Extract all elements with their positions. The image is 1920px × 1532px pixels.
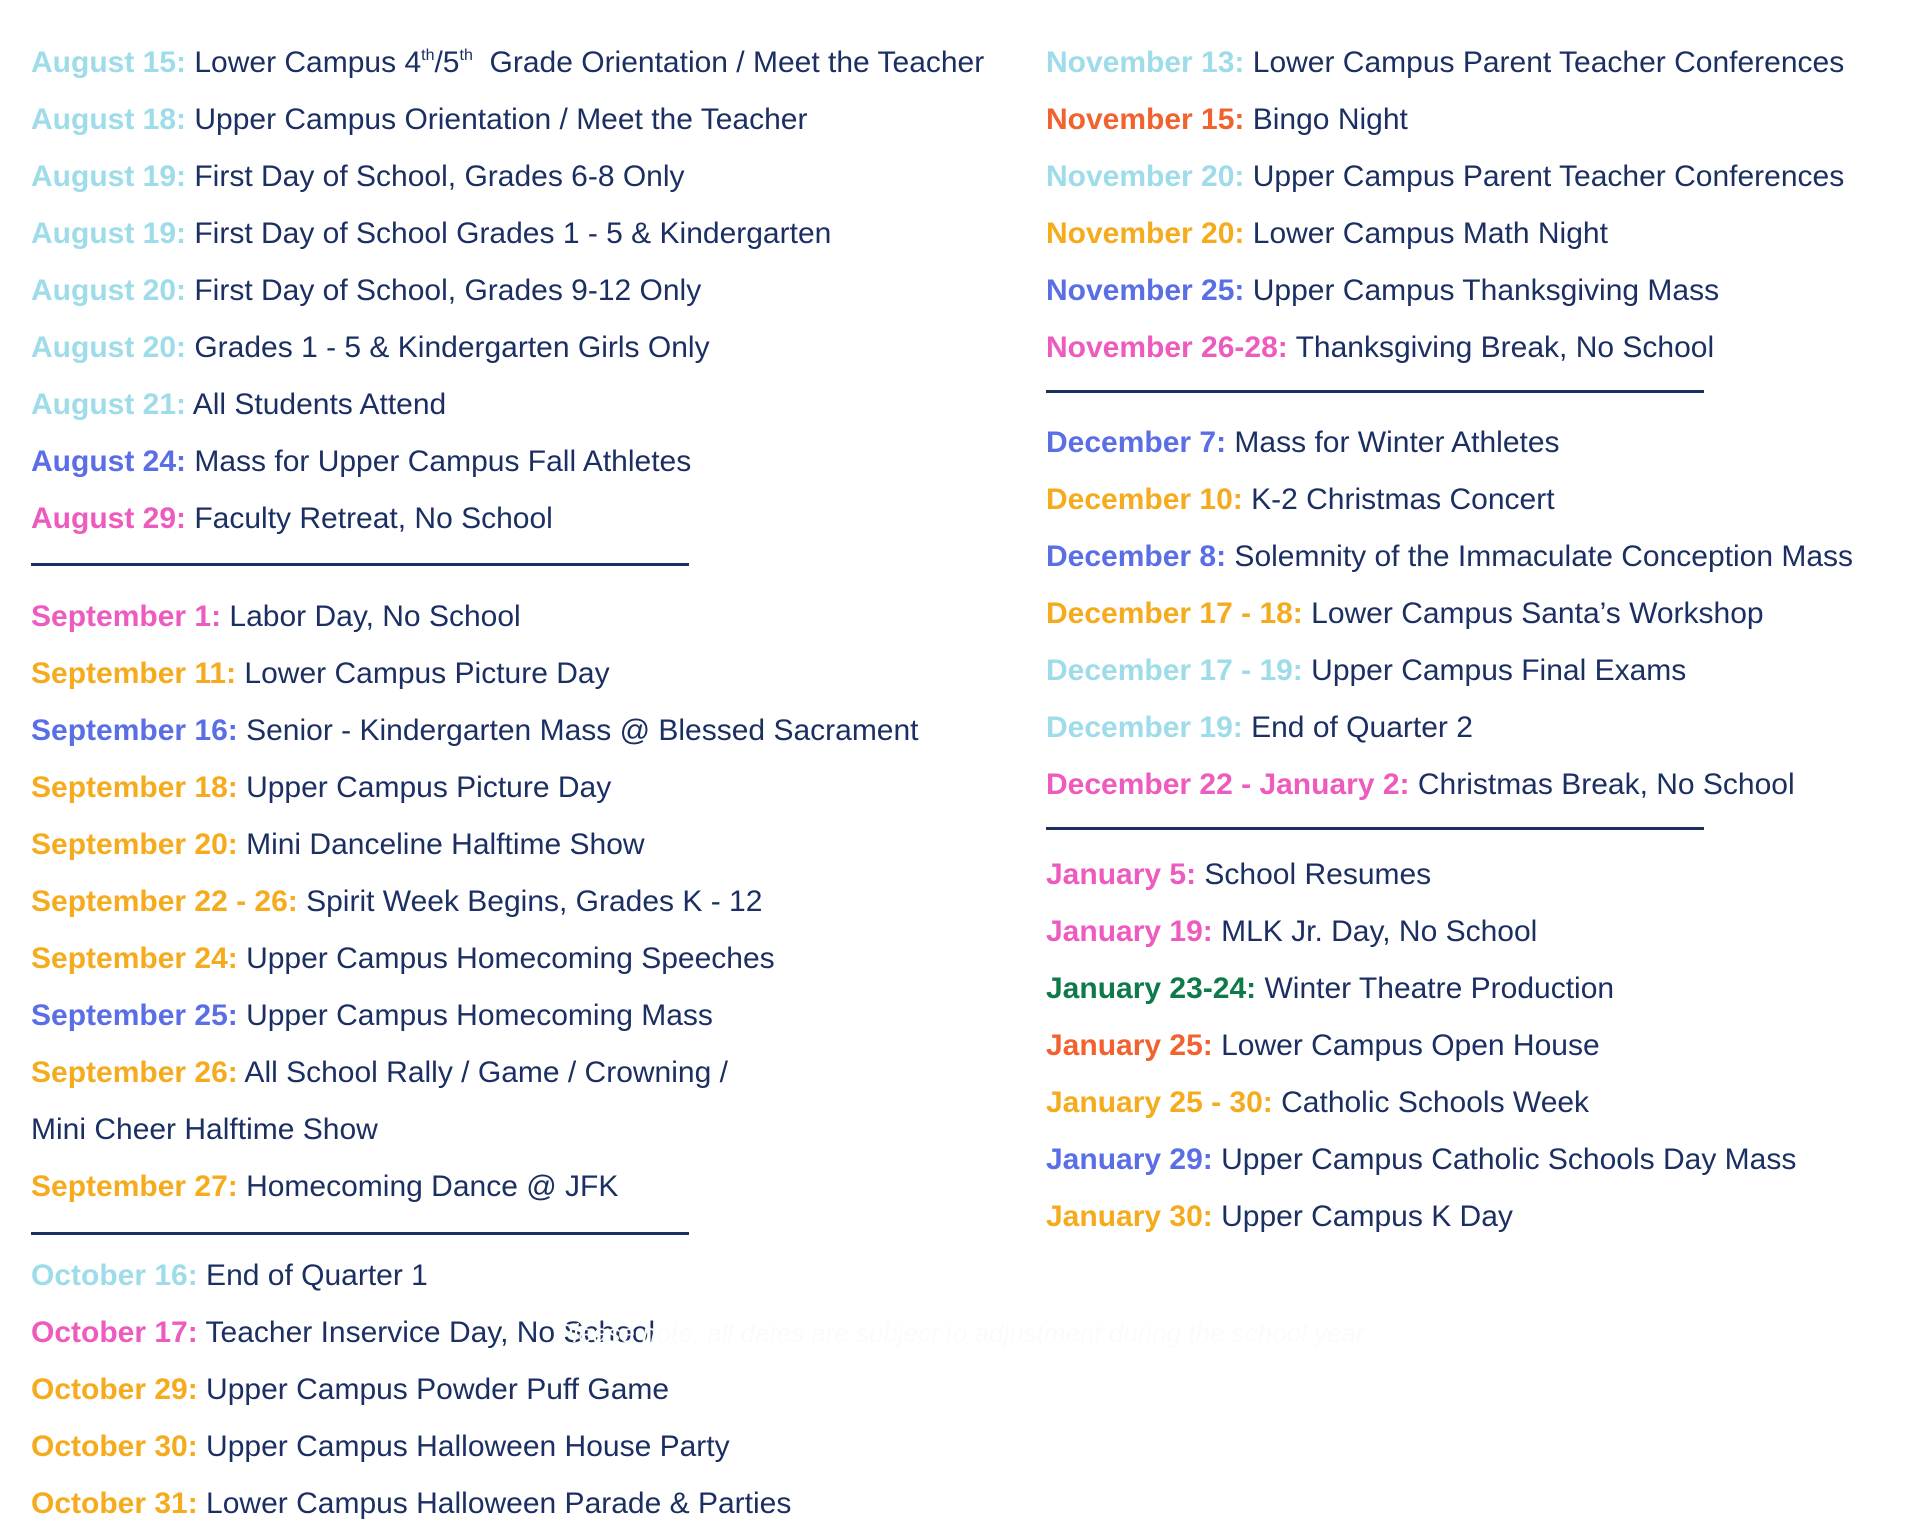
- event-item: [1046, 846, 1906, 903]
- event-date: January 25:: [1046, 1029, 1213, 1062]
- event-date: October 17:: [31, 1316, 198, 1349]
- event-item: [1046, 699, 1906, 756]
- event-item: [1046, 1188, 1906, 1245]
- event-item: [1046, 34, 1906, 91]
- event-item: [31, 588, 1021, 645]
- event-text: Upper Campus Parent Teacher Conferences: [1244, 160, 1845, 193]
- event-date: October 16:: [31, 1259, 198, 1292]
- event-date: August 24:: [31, 445, 187, 478]
- event-text: Faculty Retreat, No School: [186, 502, 553, 535]
- event-item: [31, 759, 1021, 816]
- event-date: September 1:: [31, 600, 222, 633]
- event-item: [1046, 756, 1906, 813]
- event-text: Lower Campus 4: [186, 46, 422, 79]
- event-text: Homecoming Dance @ JFK: [237, 1170, 619, 1203]
- event-date: November 20:: [1046, 160, 1245, 193]
- event-item: [1046, 1017, 1906, 1074]
- event-item: [31, 930, 1021, 987]
- event-text: Upper Campus Powder Puff Game: [197, 1373, 670, 1406]
- event-item: [1046, 205, 1906, 262]
- event-text: Grades 1 - 5 & Kindergarten Girls Only: [186, 331, 710, 364]
- event-date: January 30:: [1046, 1200, 1213, 1233]
- section-divider: [1046, 827, 1704, 830]
- event-text: Upper Campus Catholic Schools Day Mass: [1212, 1143, 1797, 1176]
- event-item: [31, 490, 1021, 547]
- event-date: January 19:: [1046, 915, 1213, 948]
- event-item: [31, 148, 1021, 205]
- event-date: September 20:: [31, 828, 238, 861]
- event-date: September 18:: [31, 771, 238, 804]
- event-text: Upper Campus Homecoming Mass: [237, 999, 713, 1032]
- event-item: [31, 319, 1021, 376]
- event-text: MLK Jr. Day, No School: [1212, 915, 1538, 948]
- event-text: Lower Campus Santa’s Workshop: [1302, 597, 1764, 630]
- left-column: [31, 34, 1021, 1532]
- event-text: Mini Cheer Halftime Show: [31, 1113, 378, 1146]
- event-text: Teacher Inservice Day, No School: [197, 1316, 656, 1349]
- event-text: Mass for Winter Athletes: [1226, 426, 1560, 459]
- event-text: Catholic Schools Week: [1272, 1086, 1590, 1119]
- event-item: [1046, 1074, 1906, 1131]
- event-item: [31, 645, 1021, 702]
- event-item: [31, 91, 1021, 148]
- event-text: Bingo Night: [1244, 103, 1408, 136]
- event-text: Mass for Upper Campus Fall Athletes: [186, 445, 692, 478]
- event-text: K-2 Christmas Concert: [1242, 483, 1555, 516]
- event-text: First Day of School, Grades 6-8 Only: [186, 160, 685, 193]
- event-text: Lower Campus Math Night: [1244, 217, 1608, 250]
- section-divider: [31, 563, 689, 566]
- event-item: [1046, 1131, 1906, 1188]
- event-date: December 10:: [1046, 483, 1243, 516]
- event-date: August 21:: [31, 388, 187, 421]
- event-text: Labor Day, No School: [221, 600, 521, 633]
- event-item-continuation: [31, 1101, 1021, 1158]
- event-text: Grade Orientation / Meet the Teacher: [472, 46, 985, 79]
- event-item: [1046, 528, 1906, 585]
- event-text: Upper Campus Orientation / Meet the Teacher: [186, 103, 808, 136]
- event-date: December 17 - 18:: [1046, 597, 1303, 630]
- event-text: All School Rally / Game / Crowning /: [237, 1056, 728, 1089]
- event-date: November 26-28:: [1046, 331, 1288, 364]
- event-item: [31, 376, 1021, 433]
- event-text: Thanksgiving Break, No School: [1287, 331, 1715, 364]
- event-date: August 29:: [31, 502, 187, 535]
- event-item: [31, 205, 1021, 262]
- event-date: October 29:: [31, 1373, 198, 1406]
- event-text: Spirit Week Begins, Grades K - 12: [297, 885, 763, 918]
- event-text: /5: [434, 46, 460, 79]
- event-text: First Day of School Grades 1 - 5 & Kindergarten: [186, 217, 832, 250]
- event-date: November 15:: [1046, 103, 1245, 136]
- event-date: January 25 - 30:: [1046, 1086, 1273, 1119]
- event-text: Lower Campus Picture Day: [236, 657, 610, 690]
- event-item: [31, 34, 1021, 91]
- event-item: [31, 1247, 1021, 1304]
- event-item: [1046, 262, 1906, 319]
- event-text: Mini Danceline Halftime Show: [237, 828, 645, 861]
- event-text: Winter Theatre Production: [1256, 972, 1615, 1005]
- event-text: Upper Campus Thanksgiving Mass: [1244, 274, 1720, 307]
- event-date: September 27:: [31, 1170, 238, 1203]
- event-date: October 30:: [31, 1430, 198, 1463]
- event-text: End of Quarter 2: [1242, 711, 1473, 744]
- event-text: Upper Campus Final Exams: [1302, 654, 1687, 687]
- event-item: [31, 987, 1021, 1044]
- event-date: November 13:: [1046, 46, 1245, 79]
- event-item: [1046, 414, 1906, 471]
- event-item: [31, 816, 1021, 873]
- event-date: December 19:: [1046, 711, 1243, 744]
- event-text: Upper Campus Halloween House Party: [197, 1430, 730, 1463]
- event-date: December 8:: [1046, 540, 1227, 573]
- event-date: December 7:: [1046, 426, 1227, 459]
- event-item: [1046, 148, 1906, 205]
- event-text: Upper Campus Homecoming Speeches: [237, 942, 775, 975]
- event-text: Senior - Kindergarten Mass @ Blessed Sacrament: [237, 714, 919, 747]
- section-divider: [31, 1232, 689, 1235]
- event-text: End of Quarter 1: [197, 1259, 428, 1292]
- section-divider: [1046, 390, 1704, 393]
- right-column: [1046, 34, 1906, 1245]
- event-date: January 29:: [1046, 1143, 1213, 1176]
- event-date: September 22 - 26:: [31, 885, 298, 918]
- event-item: [1046, 585, 1906, 642]
- event-date: December 22 - January 2:: [1046, 768, 1410, 801]
- event-text: All Students Attend: [186, 388, 447, 421]
- event-item: [31, 1044, 1021, 1101]
- event-text: Upper Campus K Day: [1212, 1200, 1513, 1233]
- event-date: October 31:: [31, 1487, 198, 1520]
- event-date: November 25:: [1046, 274, 1245, 307]
- event-date: January 5:: [1046, 858, 1197, 891]
- event-text: Christmas Break, No School: [1409, 768, 1795, 801]
- event-text: Lower Campus Halloween Parade & Parties: [197, 1487, 792, 1520]
- event-item: [31, 873, 1021, 930]
- event-date: December 17 - 19:: [1046, 654, 1303, 687]
- event-date: January 23-24:: [1046, 972, 1257, 1005]
- event-text: Upper Campus Picture Day: [237, 771, 612, 804]
- event-date: September 25:: [31, 999, 238, 1032]
- event-item: [1046, 960, 1906, 1017]
- event-date: September 26:: [31, 1056, 238, 1089]
- event-text: School Resumes: [1196, 858, 1432, 891]
- event-item: [1046, 319, 1906, 376]
- event-item: [31, 1475, 1021, 1532]
- event-text: Lower Campus Open House: [1212, 1029, 1600, 1062]
- event-date: September 24:: [31, 942, 238, 975]
- event-text: Lower Campus Parent Teacher Conferences: [1244, 46, 1845, 79]
- event-item: [31, 1361, 1021, 1418]
- event-date: August 15:: [31, 46, 187, 79]
- event-item: [31, 702, 1021, 759]
- event-date: September 11:: [31, 657, 237, 690]
- event-item: [1046, 471, 1906, 528]
- ordinal-suffix: th: [421, 47, 435, 64]
- event-date: November 20:: [1046, 217, 1245, 250]
- event-date: August 19:: [31, 160, 187, 193]
- event-date: August 19:: [31, 217, 187, 250]
- event-item: [31, 1418, 1021, 1475]
- event-date: August 20:: [31, 331, 187, 364]
- event-text: Solemnity of the Immaculate Conception Mass: [1226, 540, 1854, 573]
- event-date: August 20:: [31, 274, 187, 307]
- event-item: [1046, 903, 1906, 960]
- event-item: [1046, 91, 1906, 148]
- event-date: August 18:: [31, 103, 187, 136]
- ordinal-suffix: th: [459, 47, 473, 64]
- event-item: [31, 433, 1021, 490]
- event-text: First Day of School, Grades 9-12 Only: [186, 274, 702, 307]
- footer-note: Please note, all dates are subject to adjustment during the school year: [555, 1318, 1365, 1348]
- event-item: [31, 262, 1021, 319]
- event-item: [31, 1158, 1021, 1215]
- event-item: [1046, 642, 1906, 699]
- event-date: September 16:: [31, 714, 238, 747]
